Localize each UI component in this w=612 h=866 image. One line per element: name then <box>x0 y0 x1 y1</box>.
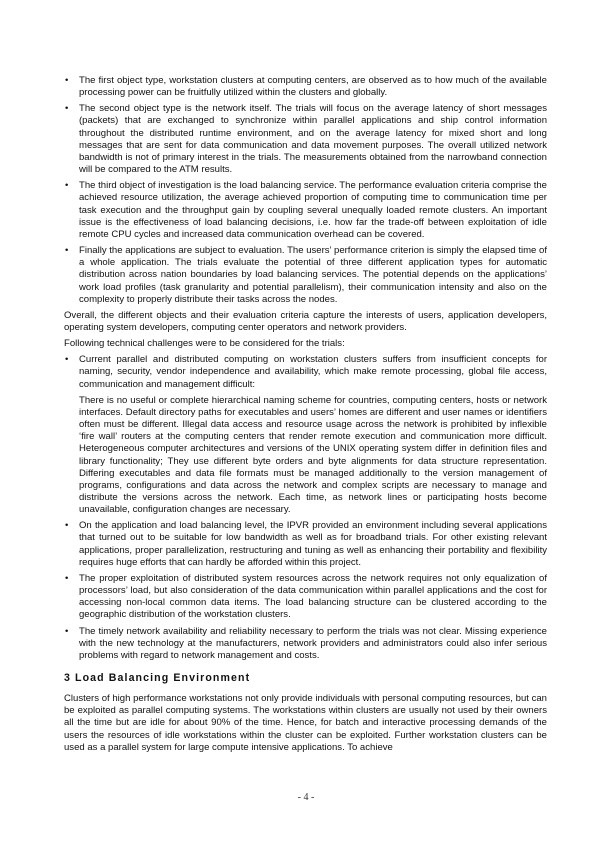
bullet-icon: • <box>65 75 69 86</box>
list-item <box>64 245 547 306</box>
section-paragraph: Clusters of high performance workstations not only provide individuals with personal computing resources, but can be exploited as parallel computing systems. The workstations within clusters are usually not used by their owners all the time but are idle for about 90% of the time. Hence, for batch and interactive processing demands of the users the resources of idle workstations within the cluster can be exploited. Further workstation clusters can be used as a parallel system for large compute intensive applications. To achieve <box>64 693 547 753</box>
bullet-icon: • <box>65 572 69 584</box>
bullet-icon: • <box>65 520 69 532</box>
bullet-icon: • <box>65 180 69 192</box>
list-item-text: The first object type, workstation clusters at computing centers, are observed as to how much of the available processing power can be fruitfully utilized within the clusters and globally. <box>79 75 547 99</box>
list-item-text: The third object of investigation is the load balancing service. The performance evaluation criteria comprise the achieved resource utilization, the average achieved proportion of computing time to communication time per task execution and the throughput gain by coupling several unequally loaded remote clusters. An important issue is the effectiveness of load balancing decisions, i.e. how far the trade-off between exploitation of idle remote CPU cycles and increased data communication overhead can be covered. <box>79 180 547 240</box>
overall-paragraph: Overall, the different objects and their evaluation criteria capture the interests of users, application developers, operating system developers, computing center operators and network providers. <box>64 309 547 333</box>
list-item-subparagraph: There is no useful or complete hierarchical naming scheme for countries, computing centers, hosts or network interfaces. Default directory paths for executables and users’ homes are different and user names or identifiers often must be different. Illegal data access and resource usage across the network is prohibited by inflexible ‘fire wall’ routers at the computing centers that render remote execution and communication more difficult. Heterogeneous computer architectures and versions of the UNIX operating system differ in definition files and library functionality; They use different byte orders and byte alignments for data structure representation. Differing executables and data file formats must be managed additionally to the version management of programs, configurations and data across the network and complex scripts are necessary to manage and distribute the versions across the network. Each time, as network lines or participating hosts become unavailable, configuration changes are necessary. <box>79 394 547 516</box>
technical-challenges-list <box>64 354 547 662</box>
list-item-text: The second object type is the network itself. The trials will focus on the average latency of short messages (packets) that are exchanged to synchronize within parallel applications and ship control information throughout the distributed runtime environment, and on the average latency for mixed short and long messages that are sent for data communication and data movement purposes. The overall utilized network bandwidth is not of primary interest in the trials. The measurements obtained from the narrowband connection will be compared to the ATM results. <box>79 103 547 176</box>
bullet-icon: • <box>65 103 69 115</box>
bullet-icon: • <box>65 354 69 366</box>
document-page <box>64 75 547 758</box>
list-item <box>64 103 547 176</box>
list-item <box>64 354 547 516</box>
list-item <box>64 520 547 569</box>
list-item <box>64 573 547 622</box>
section-heading: 3 Load Balancing Environment <box>64 672 251 685</box>
list-item-text: Current parallel and distributed computing on workstation clusters suffers from insufficient concepts for naming, security, vendor independence and availability, which make remote processing, global file access, communication and management difficult: <box>79 354 547 390</box>
list-item <box>64 180 547 241</box>
list-item <box>64 626 547 662</box>
page-number: - 4 - <box>297 792 315 803</box>
list-item-text: The timely network availability and reliability necessary to perform the trials was not clear. Missing experience with the new technology at the manufacturers, network providers and administrators could also infer serious problems with regard to network management and costs. <box>79 625 547 661</box>
list-item-text: Finally the applications are subject to evaluation. The users’ performance criterion is simply the elapsed time of a whole application. The trials evaluate the potential of three different application types for automatic distribution across nation boundaries by load balancing services. The potential depends on the applications’ work load profiles (task granularity and potential parallelism), their communication intensity and also on the complexity to properly distribute their tasks across the nodes. <box>79 245 547 305</box>
bullet-icon: • <box>65 245 69 257</box>
challenges-intro: Following technical challenges were to be considered for the trials: <box>64 338 345 350</box>
evaluation-objects-list <box>64 75 547 306</box>
bullet-icon: • <box>65 625 69 637</box>
list-item-text: On the application and load balancing level, the IPVR provided an environment including several applications that turned out to be suitable for low bandwidth as well as for broadband trials. For other existing relevant applications, proper parallelization, restructuring and tuning as well as enhancing their portability and flexibility requires huge efforts that can hardly be afforded within this project. <box>79 520 547 568</box>
list-item-text: The proper exploitation of distributed system resources across the network requires not only equalization of processors’ load, but also consideration of the data communication within parallel applications and the cost for accessing non-local common data items. The load balancing structure can be clustered according to the geographic distribution of the workstation clusters. <box>79 572 547 621</box>
list-item <box>64 75 547 99</box>
